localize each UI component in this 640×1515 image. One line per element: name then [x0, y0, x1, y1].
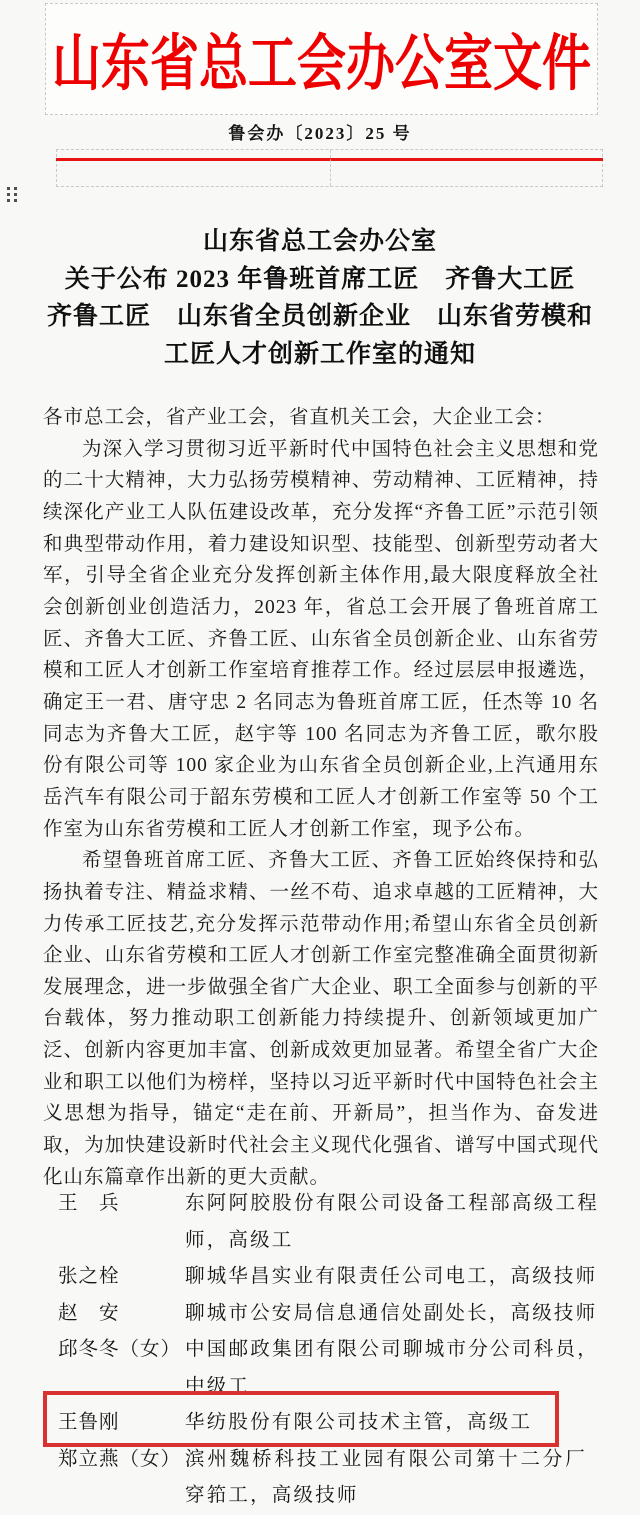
document-number: 鲁会办〔2023〕25 号 — [228, 124, 412, 143]
cell-divider — [330, 150, 331, 186]
list-item — [43, 1186, 599, 1259]
title-line-2: 关于公布 2023 年鲁班首席工匠 齐鲁大工匠 — [64, 265, 576, 293]
drag-handle-icon[interactable] — [7, 187, 18, 203]
banner-title: 山东省总工会办公室文件 — [51, 29, 591, 98]
person-desc: 聊城华昌实业有限责任公司电工，高级技师 — [185, 1266, 598, 1287]
list-item — [43, 1296, 599, 1333]
title-line-4: 工匠人才创新工作室的通知 — [163, 340, 476, 368]
document-body — [43, 402, 599, 1188]
red-rule-box — [56, 149, 603, 187]
person-desc: 华纺股份有限公司技术主管，高级工 — [185, 1412, 533, 1433]
title-line-3: 齐鲁工匠 山东省全员创新企业 山东省劳模和 — [46, 303, 593, 330]
person-desc: 中国邮政集团有限公司聊城市分公司科员，中级工 — [185, 1339, 599, 1397]
list-item-highlighted — [43, 1405, 599, 1442]
title-line-1: 山东省总工会办公室 — [202, 228, 437, 255]
person-name: 张之栓 — [58, 1266, 120, 1287]
paragraph-1: 为深入学习贯彻习近平新时代中国特色社会主义思想和党的二十大精神，大力弘扬劳模精神、劳动精神、工匠精神，持续深化产业工人队伍建设改革，充分发挥“齐鲁工匠”示范引领和典型带动作用，着力建设知识型、技能型、创新型劳动者大军，引导全省企业充分发挥创新主体作用,最大限度释放全社会创新创业创造活力，2023 年，省总工会开展了鲁班首席工匠、齐鲁大工匠、齐鲁工匠、山东省全员创新企业、山东省劳模和工匠人才创新工作室培育推荐工作。经过层层申报遴选，确定王一君、唐守忠 2 名同志为鲁班首席工匠，任杰等 10 名同志为齐鲁大工匠，赵宇等 100 名同志为齐鲁工匠，歌尔股份有限公司等 100 家企业为山东省全员创新企业,上汽通用东岳汽车有限公司于韶东劳模和工匠人才创新工作室等 50 个工作室为山东省劳模和工匠人才创新工作室，现予公布。 — [43, 438, 599, 840]
person-name: 郑立燕（女） — [58, 1448, 182, 1470]
person-name: 王 兵 — [58, 1193, 120, 1214]
person-name: 赵 安 — [58, 1302, 120, 1324]
person-desc: 聊城市公安局信息通信处副处长，高级技师 — [185, 1302, 598, 1324]
awardee-list — [43, 1186, 599, 1515]
list-item — [43, 1332, 599, 1405]
person-name: 邱冬冬（女） — [58, 1339, 182, 1360]
list-item — [43, 1442, 599, 1515]
person-desc: 东阿阿胶股份有限公司设备工程部高级工程师，高级工 — [185, 1193, 599, 1251]
paragraph-2: 希望鲁班首席工匠、齐鲁大工匠、齐鲁工匠始终保持和弘扬执着专注、精益求精、一丝不苟、追求卓越的工匠精神，大力传承工匠技艺,充分发挥示范带动作用;希望山东省全员创新企业、山东省劳模和工匠人才创新工作室完整准确全面贯彻新发展理念，进一步做强全省广大企业、职工全面参与创新的平台载体，努力推动职工创新能力持续提升、创新领域更加广泛、创新内容更加丰富、创新成效更加显著。希望全省广大企业和职工以他们为榜样，坚持以习近平新时代中国特色社会主义思想为指导，锚定“走在前、开新局”，担当作为、奋发进取，为加快建设新时代社会主义现代化强省、谱写中国式现代化山东篇章作出新的更大贡献。 — [43, 850, 599, 1188]
list-item — [43, 1259, 599, 1296]
salutation: 各市总工会，省产业工会，省直机关工会，大企业工会： — [43, 407, 556, 428]
red-header-banner — [45, 3, 598, 115]
document-title — [18, 223, 622, 373]
person-name: 王鲁刚 — [58, 1412, 120, 1433]
person-desc: 滨州魏桥科技工业园有限公司第十二分厂穿筘工，高级技师 — [185, 1448, 587, 1506]
